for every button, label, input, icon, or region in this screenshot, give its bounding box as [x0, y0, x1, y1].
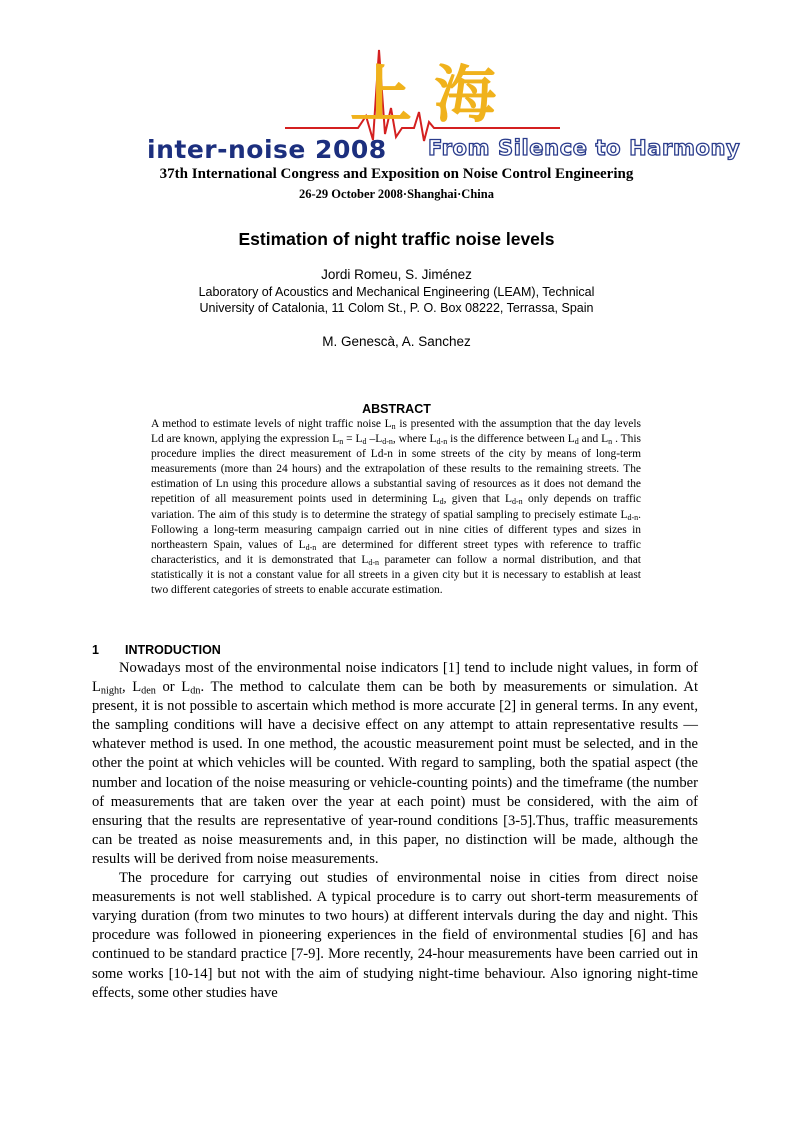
- conference-date-location: 26-29 October 2008·Shanghai·China: [299, 187, 494, 201]
- paragraph-1: Nowadays most of the environmental noise indicators [1] tend to include night values, in form of $L_{night}$, $L_{den}$ or $L_{dn}$. The method to calculate them can be both by measurements or simulation. At present, it is not possible to ascertain which method is more accurate [2] in general terms. In any event, the sampling conditions will have a decisive effect on any attempt to attain representative results —whatever method is used. In one method, the acoustic measurement point must be selected, and in the other the point at which vehicles will be counted. With regard to sampling, both the spatial aspect (the number and location of the noise measuring or vehicle-counting points) and the timeframe (the number of measurements that are taken over the year at each point) must be considered, with the aim of ensuring that the results are representative of year-round conditions [3-5].Thus, traffic measurements can be treated as noise measurements and, in this paper, no distinction will be made, although the results will be derived from noise measurements.: [92, 660, 698, 867]
- introduction-body: [92, 659, 698, 1003]
- section-number: 1: [92, 643, 99, 657]
- paragraph-2: The procedure for carrying out studies of environmental noise in cities from direct noise measurements is not well stablished. A typical procedure is to carry out short-term measurements of varying duration (from two minutes to two hours) at different intervals during the day and night. This procedure was followed in pioneering experiences in the field of environmental studies [6] and has continued to be standard practice [7-9]. More recently, 24-hour measurements have been carried out in some works [10-14] but not with the aim of studying night-time behaviour. Also ignoring night-time effects, some other studies have: [92, 870, 698, 1001]
- author-line-2: M. Genescà, A. Sanchez: [322, 334, 471, 349]
- section-heading-introduction: [92, 643, 221, 657]
- affiliation: [0, 284, 793, 316]
- abstract-text: A method to estimate levels of night traffic noise $L_n$ is presented with the assumption that the day levels Ld are known, applying the expression $L_n = L_d$ $-L_{d-n}$, where $L_{d-n}$ is the difference between $L_d$ and $L_n$ . This procedure implies the direct measurement of Ld-n in some streets of the city by means of long-term measurements (more than 24 hours) and the extrapolation of these results to the remaining streets. The estimation of Ln using this procedure allows a substantial saving of resources as it does not demand the repetition of all measurement points used in determining $L_d$, given that $L_{d-n}$ only depends on traffic variation. The aim of this study is to determine the strategy of spatial sampling to precisely estimate $L_{d-n}$. Following a long-term measuring campaign carried out in nine cities of different types and sizes in northeastern Spain, values of $L_{d-n}$ are determined for different street types with reference to traffic characteristics, and it is demonstrated that $L_{d-n}$ parameter can follow a normal distribution, and that statistically it is not a constant value for all streets in a given city but it is necessary to establish at least two different categories of streets to enable accurate estimation.: [151, 418, 642, 597]
- author-line-1: Jordi Romeu, S. Jiménez: [321, 267, 472, 282]
- logo-chinese-glyphs: 上海: [350, 58, 519, 131]
- section-title: INTRODUCTION: [125, 643, 221, 657]
- paper-title: Estimation of night traffic noise levels: [238, 229, 555, 249]
- conference-slogan: From Silence to Harmony: [428, 136, 741, 160]
- conference-title: 37th International Congress and Exposition on Noise Control Engineering: [159, 166, 634, 182]
- brand-wordmark: inter-noise 2008: [147, 135, 387, 164]
- affiliation-line-1: Laboratory of Acoustics and Mechanical Engineering (LEAM), Technical: [198, 285, 595, 299]
- affiliation-line-2: University of Catalonia, 11 Colom St., P. O. Box 08222, Terrassa, Spain: [199, 301, 594, 315]
- abstract-heading: ABSTRACT: [362, 402, 431, 416]
